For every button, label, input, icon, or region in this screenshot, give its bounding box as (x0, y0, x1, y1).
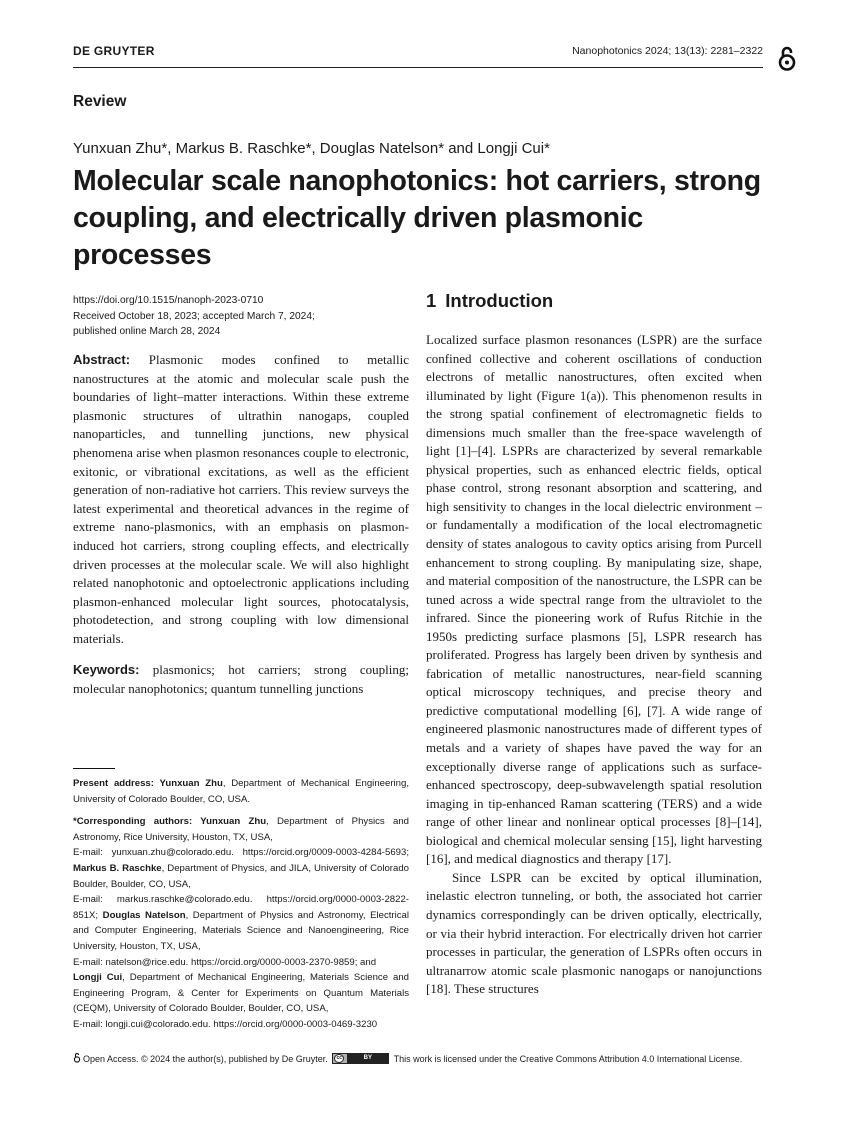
intro-paragraph-2: Since LSPR can be excited by optical illumination, inelastic electron tunneling, or both, the associated hot carrier dynamics correspondingly can be driven optically, electrically, or via their hybrid interaction. For electrically driven hot carrier processes in particular, the generation of LSPRs often occurs in ultranarrow atomic scale plasmonic nanogaps or nanojunctions [18]. These structures (426, 869, 762, 997)
published-date: published online March 28, 2024 (73, 326, 221, 337)
received-date: Received October 18, 2023; accepted March 7, 2024; (73, 310, 315, 322)
section-number: 1 (426, 290, 437, 311)
license-text: This work is licensed under the Creative Commons Attribution 4.0 International License. (393, 1054, 743, 1064)
article-title: Molecular scale nanophotonics: hot carriers, strong coupling, and electrically driven plasmonic processes (73, 165, 761, 271)
article-type: Review (73, 93, 127, 110)
intro-paragraph-1: Localized surface plasmon resonances (LSPR) are the surface confined collective and coherent oscillations of conduction electrons of metallic nanostructures, often excited when illuminated by light (Figure 1(a)). This phenomenon results in the strong spatial confinement of electromagnetic fields to dimensions much smaller than the free-space wavelength of light [1]–[4]. LSPRs are characterized by several remarkable physical properties, such as enhanced electric fields, optical phase control, strong resonant absorption and scattering, and high sensitivity to changes in the local dielectric environment – or fundamentally a modification of the local electromagnetic density of states analogous to cavity optics arising from Purcell enhancement to strong coupling. By manipulating size, shape, and material composition of the nanostructure, the LSPR can be tuned across a wide spectral range from the ultraviolet to the infrared. Since the pioneering work of Rufus Ritchie in the 1950s predicting surface plasmons [5], LSPR research has proliferated. Progress has largely been driven by synthesis and fabrication of metallic nanostructures, near-field scanning optical microscopy techniques, and precise theory and predictive computational modelling [6], [7]. A wide range of engineered plasmonic nanostructures made of different types of metals and a variety of shapes have paved the way for an exceptionally diverse range of applications such as surface-enhanced spectroscopy, deep-subwavelength spatial resolution imaging in tip-enhanced Raman scattering (TERS) and a wide range of other linear and nonlinear optical processes [8]–[14], biological and chemical molecular sensing [15], light harvesting [16], and medical diagnostics and therapy [17]. (426, 332, 762, 867)
publisher-name: DE GRUYTER (73, 44, 155, 58)
present-address-label: Present address: Yunxuan Zhu (73, 778, 223, 789)
email-raschke[interactable]: E-mail: markus.raschke@colorado.edu. https://orcid.org/0000-0003-2822-851X; (73, 894, 409, 921)
author-footnotes (73, 776, 409, 1033)
keywords-label: Keywords: (73, 662, 140, 677)
cc-by-license-badge[interactable] (332, 1053, 389, 1064)
email-cui[interactable]: E-mail: longji.cui@colorado.edu. https://orcid.org/0000-0003-0469-3230 (73, 1018, 378, 1030)
email-natelson[interactable]: E-mail: natelson@rice.edu. https://orcid.org/0000-0003-2370-9859; and (73, 956, 377, 968)
introduction-body (426, 331, 762, 999)
abstract-text: Plasmonic modes confined to metallic nanostructures at the atomic and molecular scale push the boundaries of light–matter interactions. Within these extreme plasmonic structures of ultrathin nanogaps, coupled nanoparticles, and tunnelling junctions, new physical phenomena arise when plasmon resonances couple to electronic, exitonic, or vibrational excitations, as well as the efficient generation of non-radiative hot carriers. This review surveys the latest experimental and theoretical advances in the regime of extreme nano-plasmonics, with an emphasis on plasmon-induced hot carriers, strong coupling effects, and electrically driven processes at the molecular scale. We will also highlight related nanophotonic and optoelectronic applications including plasmon-enhanced molecular light sources, photocatalysis, photodetection, and strong coupling with low dimensional materials. (73, 352, 409, 646)
author-raschke: Markus B. Raschke (73, 862, 162, 874)
corresponding-label: *Corresponding authors: Yunxuan Zhu (73, 816, 267, 828)
page-header (73, 42, 763, 68)
footnote-divider (73, 768, 115, 769)
doi-link[interactable]: https://doi.org/10.1515/nanoph-2023-0710 (73, 295, 264, 306)
present-address-note: Present address: Yunxuan Zhu, Department of Mechanical Engineering, University of Colorado Boulder, CO, USA. (73, 778, 409, 805)
cc-icon: cc (334, 1054, 344, 1063)
section-heading-introduction (426, 290, 553, 312)
open-access-statement: Open Access. © 2024 the author(s), published by De Gruyter. (83, 1054, 328, 1064)
keywords (73, 661, 409, 698)
author-cui: Longji Cui (73, 972, 123, 984)
keywords-text: plasmonics; hot carriers; strong coupling; molecular nanophotonics; quantum tunnelling junctions (73, 662, 409, 696)
publication-info (73, 293, 315, 340)
open-access-icon (776, 44, 798, 72)
section-title: Introduction (445, 290, 554, 311)
corresponding-authors-note: *Corresponding authors: Yunxuan Zhu, Department of Physics and Astronomy, Rice University, Houston, TX, USA, E-mail: yunxuan.zhu@colorado.edu. https://orcid.org/0009-0003-4284-5693; Markus B. Raschke, Department of Physics, and JILA, University of Colorado Boulder, Boulder, CO, USA, E-mail: markus.raschke@colorado.edu. https://orcid.org/0000-0003-2822-851X; Douglas Natelson, Department of Physics and Astronomy, Electrical and Computer Engineering, Materials Science and Nanoengineering, Rice University, Houston, TX, USA, E-mail: natelson@rice.edu. https://orcid.org/0000-0003-2370-9859; and Longji Cui, Department of Mechanical Engineering, Materials Science and Engineering Program, & Center for Experiments on Quantum Materials (CEQM), University of Colorado Boulder, Boulder, CO, USA, E-mail: longji.cui@colorado.edu. https://orcid.org/0000-0003-0469-3230 (73, 816, 410, 1030)
abstract (73, 351, 409, 649)
open-access-small-icon (73, 1052, 81, 1063)
abstract-label: Abstract: (73, 352, 131, 367)
author-list: Yunxuan Zhu*, Markus B. Raschke*, Douglas Natelson* and Longji Cui* (73, 140, 550, 157)
by-label: BY (347, 1054, 388, 1063)
journal-reference: Nanophotonics 2024; 13(13): 2281–2322 (572, 45, 763, 57)
email-zhu[interactable]: E-mail: yunxuan.zhu@colorado.edu. https://orcid.org/0009-0003-4284-5693; (73, 847, 409, 859)
license-footer (73, 1052, 773, 1064)
author-natelson: Douglas Natelson (102, 909, 186, 921)
